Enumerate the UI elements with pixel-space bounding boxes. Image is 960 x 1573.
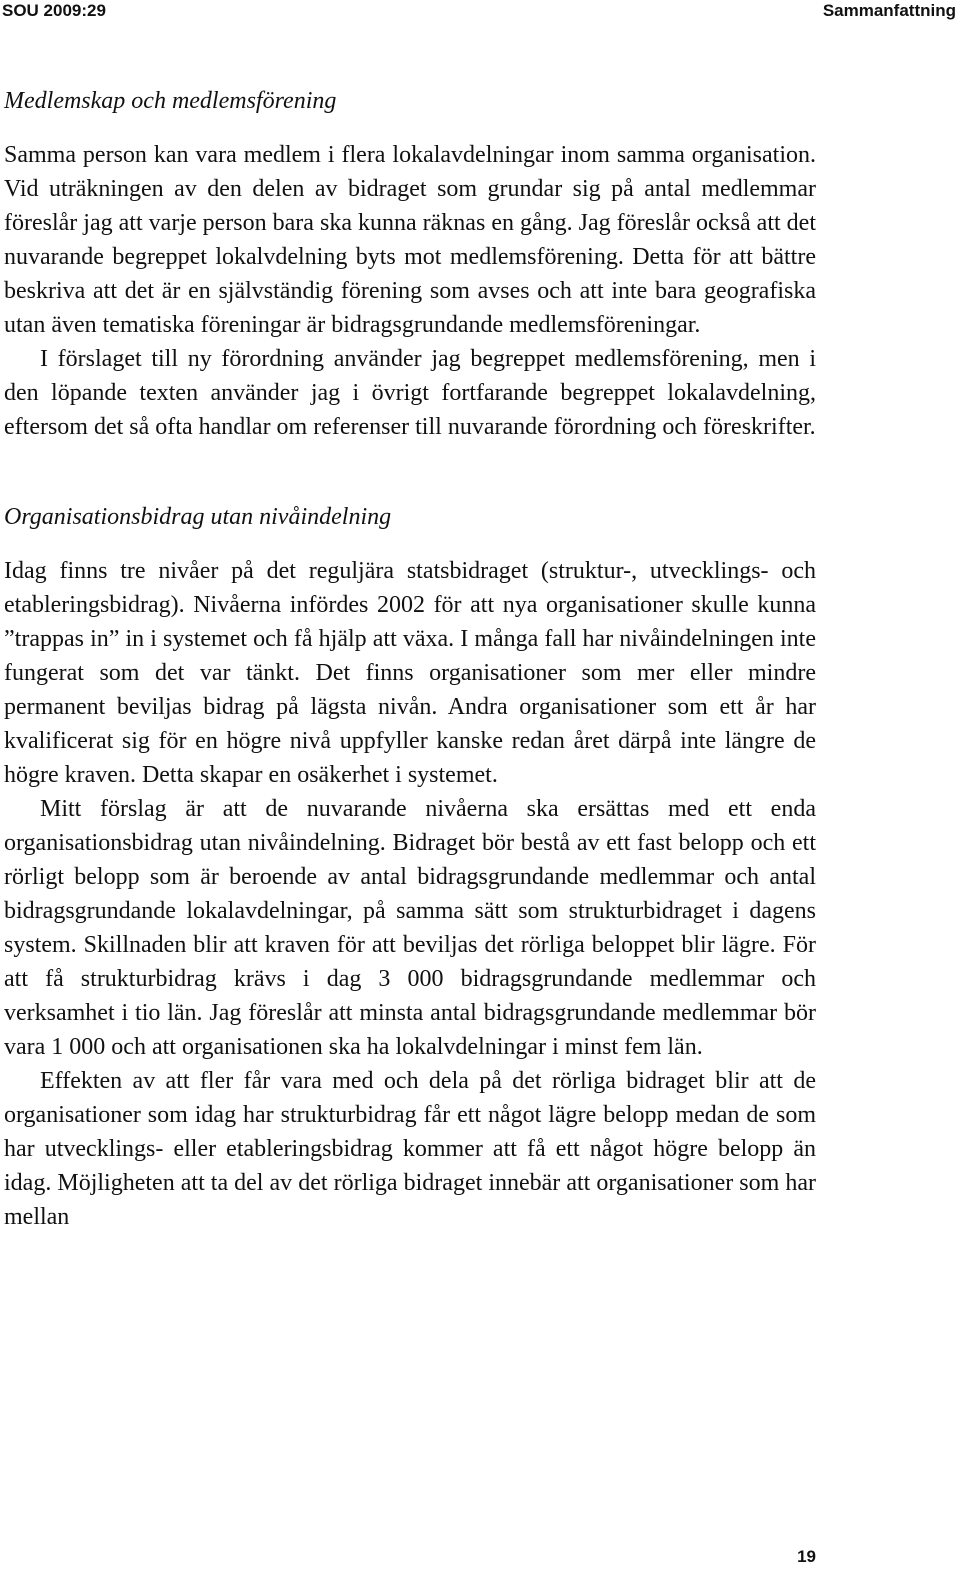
paragraph: Effekten av att fler får vara med och dela på det rörliga bidraget blir att de organisationer som idag har strukturbidrag får ett något lägre belopp medan de som har utvecklings- eller etableringsbidrag kommer att få ett något högre belopp än idag. Möjligheten att ta del av det rörliga bidraget innebär att organisationer som har mellan — [4, 1068, 816, 1230]
section-heading-membership: Medlemskap och medlemsförening — [4, 88, 337, 114]
paragraph: I förslaget till ny förordning använder jag begreppet medlemsförening, men i den löpande texten använder jag i övrigt fortfarande begreppet lokalavdelning, eftersom det så ofta handlar om referenser till nuvarande förordning och föreskrifter. — [4, 346, 816, 440]
running-header — [0, 0, 960, 22]
chapter-title: Sammanfattning — [822, 1, 956, 20]
section-heading-organisation-grant: Organisationsbidrag utan nivåindelning — [4, 504, 392, 530]
page-number: 19 — [797, 1547, 816, 1566]
paragraph: Idag finns tre nivåer på det reguljära statsbidraget (struktur-, utvecklings- och etableringsbidrag). Nivåerna infördes 2002 för att nya organisationer skulle kunna ”trappas in” in i systemet och få hjälp att växa. I många fall har nivåindelningen inte fungerat som det var tänkt. Det finns organisationer som mer eller mindre permanent beviljas bidrag på lägsta nivån. Andra organisationer som ett år har kvalificerat sig för en högre nivå uppfyller kanske redan året därpå inte längre de högre kraven. Detta skapar en osäkerhet i systemet. — [4, 558, 816, 788]
report-number: SOU 2009:29 — [2, 1, 106, 20]
paragraph: Mitt förslag är att de nuvarande nivåerna ska ersättas med ett enda organisationsbidrag utan nivåindelning. Bidraget bör bestå av ett fast belopp och ett rörligt belopp som är beroende av antal bidragsgrundande medlemmar och antal bidragsgrundande lokalavdelningar, på samma sätt som strukturbidraget i dagens system. Skillnaden blir att kraven för att beviljas det rörliga beloppet blir lägre. För att få strukturbidrag krävs i dag 3 000 bidragsgrundande medlemmar och verksamhet i tio län. Jag föreslår att minsta antal bidragsgrundande medlemmar bör vara 1 000 och att organisationen ska ha lokalvdelningar i minst fem län. — [4, 796, 816, 1060]
paragraph: Samma person kan vara medlem i flera lokalavdelningar inom samma organisation. Vid uträkningen av den delen av bidraget som grundar sig på antal medlemmar föreslår jag att varje person bara ska kunna räknas en gång. Jag föreslår också att det nuvarande begreppet lokalvdelning byts mot medlemsförening. Detta för att bättre beskriva att det är en självständig förening som avses och att inte bara geografiska utan även tematiska föreningar är bidragsgrundande medlemsföreningar. — [4, 142, 816, 338]
page-body — [4, 84, 816, 1234]
